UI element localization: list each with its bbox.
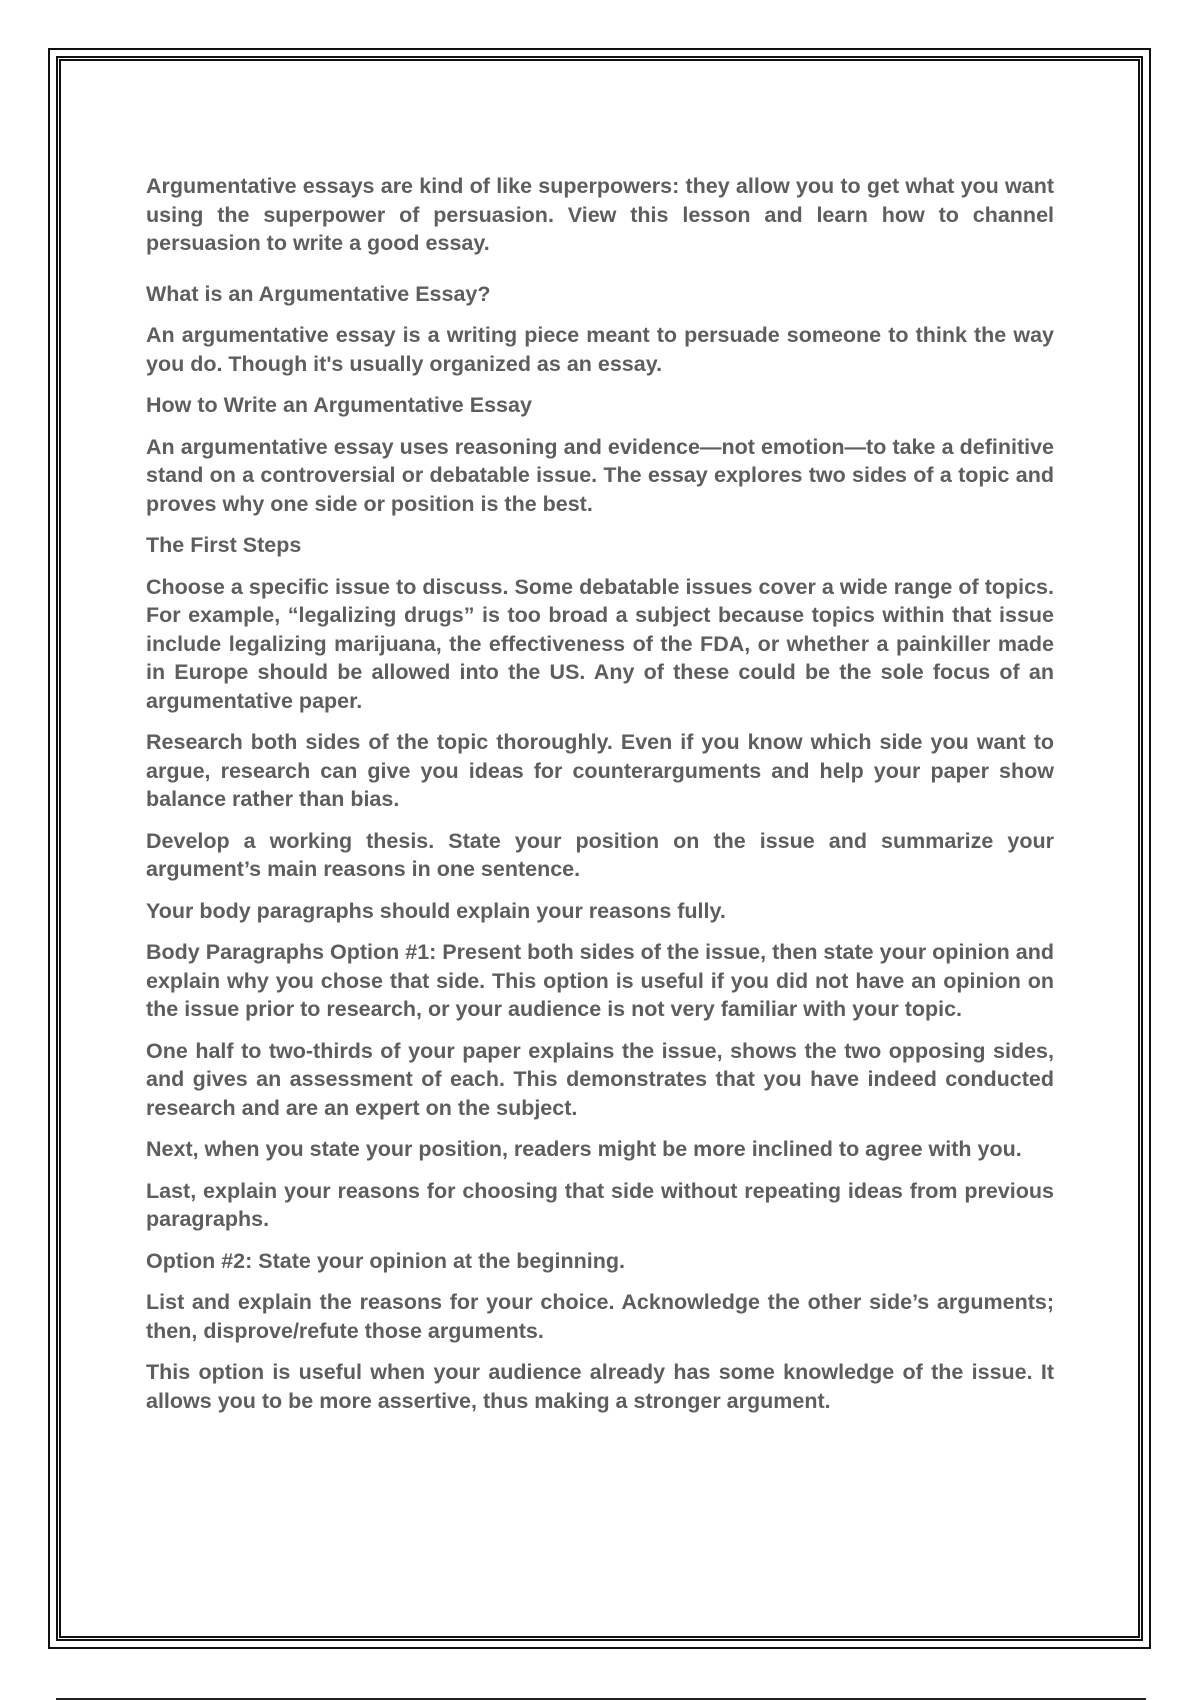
paragraph-option-2: Option #2: State your opinion at the beginning.	[146, 1248, 625, 1273]
paragraph-body-paragraphs: Your body paragraphs should explain your reasons fully.	[146, 898, 726, 923]
paragraph-next-state-position: Next, when you state your position, readers might be more inclined to agree with you.	[146, 1137, 1022, 1161]
paragraph-half-to-two-thirds: One half to two-thirds of your paper explains the issue, shows the two opposing sides, and gives an assessment of each. This demonstrates that you have indeed conducted research and are an expert on the subject.	[146, 1038, 1054, 1120]
heading-what-is-argumentative-essay: What is an Argumentative Essay?	[146, 281, 491, 306]
paragraph-reasoning-evidence: An argumentative essay uses reasoning and evidence—not emotion—to take a definitive stand on a controversial or debatable issue. The essay explores two sides of a topic and proves why one side or position is the best.	[146, 434, 1054, 516]
paragraph-option-1: Body Paragraphs Option #1: Present both sides of the issue, then state your opinion and explain why you chose that side. This option is useful if you did not have an opinion on the issue prior to research, or your audience is not very familiar with your topic.	[146, 940, 1054, 1021]
paragraph-definition: An argumentative essay is a writing piece meant to persuade someone to think the way you do. Though it's usually organized as an essay.	[146, 323, 1054, 376]
intro-paragraph: Argumentative essays are kind of like superpowers: they allow you to get what you want using the superpower of persuasion. View this lesson and learn how to channel persuasion to write a good essay.	[146, 174, 1054, 255]
document-body	[146, 172, 1054, 1428]
paragraph-option-useful: This option is useful when your audience already has some knowledge of the issue. It allows you to be more assertive, thus making a stronger argument.	[146, 1360, 1054, 1413]
paragraph-list-and-explain: List and explain the reasons for your choice. Acknowledge the other side’s arguments; then, disprove/refute those arguments.	[146, 1290, 1054, 1343]
heading-how-to-write: How to Write an Argumentative Essay	[146, 393, 532, 417]
paragraph-choose-issue: Choose a specific issue to discuss. Some debatable issues cover a wide range of topics. For example, “legalizing drugs” is too broad a subject because topics within that issue include legalizing marijuana, the effectiveness of the FDA, or whether a painkiller made in Europe should be allowed into the US. Any of these could be the sole focus of an argumentative paper.	[146, 574, 1054, 713]
paragraph-last-explain: Last, explain your reasons for choosing that side without repeating ideas from previous paragraphs.	[146, 1178, 1054, 1231]
paragraph-research-both-sides: Research both sides of the topic thoroughly. Even if you know which side you want to argue, research can give you ideas for counterarguments and help your paper show balance rather than bias.	[146, 730, 1054, 811]
paragraph-working-thesis: Develop a working thesis. State your position on the issue and summarize your argument’s main reasons in one sentence.	[146, 828, 1054, 881]
heading-first-steps: The First Steps	[146, 533, 302, 557]
